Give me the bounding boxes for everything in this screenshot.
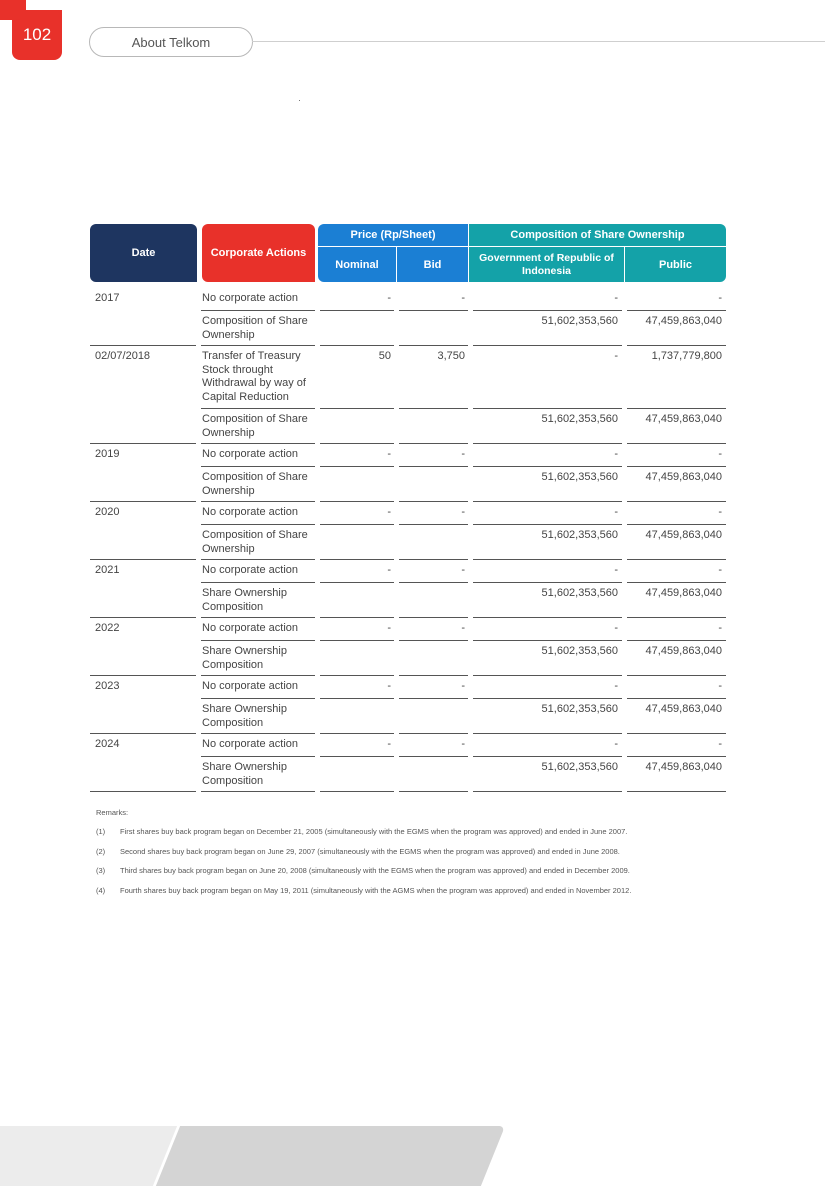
cell-bid — [399, 467, 468, 502]
footer-band-dark — [156, 1126, 505, 1186]
cell-bid — [399, 525, 468, 560]
cell-public: - — [627, 560, 726, 583]
cell-date: 2022 — [95, 622, 120, 634]
share-buyback-table — [90, 288, 726, 792]
cell-nominal — [320, 757, 394, 792]
header-government: Government of Republic of Indonesia — [469, 247, 624, 282]
table-row — [90, 618, 726, 641]
header-price: Price (Rp/Sheet) — [318, 224, 468, 246]
remark-item — [96, 827, 627, 836]
cell-date: 02/07/2018 — [95, 350, 151, 362]
cell-date: 2024 — [95, 738, 120, 750]
cell-bid — [399, 699, 468, 734]
remark-text: Second shares buy back program began on June 29, 2007 (simultaneously with the EGMS when the program was approved) and ended in June 2008. — [120, 846, 620, 856]
remark-item — [96, 866, 630, 875]
table-row — [90, 560, 726, 583]
header-nominal: Nominal — [318, 247, 396, 282]
cell-government: 51,602,353,560 — [473, 583, 622, 618]
section-tab[interactable]: About Telkom — [89, 27, 253, 57]
cell-date — [90, 409, 196, 444]
cell-action: Share Ownership Composition — [201, 757, 315, 792]
footer-band-light — [0, 1126, 177, 1186]
cell-bid: 3,750 — [399, 346, 468, 409]
cell-action: No corporate action — [201, 288, 315, 311]
remark-item — [96, 847, 620, 856]
cell-government: - — [473, 288, 622, 311]
cell-date — [90, 311, 196, 346]
cell-public: - — [627, 618, 726, 641]
cell-bid — [399, 583, 468, 618]
cell-date — [90, 699, 196, 734]
cell-action: Share Ownership Composition — [201, 641, 315, 676]
cell-action: Composition of Share Ownership — [201, 467, 315, 502]
table-row — [90, 676, 726, 699]
cell-action: Transfer of Treasury Stock throught Withdrawal by way of Capital Reduction — [201, 346, 315, 409]
cell-bid: - — [399, 444, 468, 467]
header-bid: Bid — [397, 247, 468, 282]
cell-bid — [399, 757, 468, 792]
header-public: Public — [625, 247, 726, 282]
cell-nominal: - — [320, 560, 394, 583]
cell-public: 47,459,863,040 — [627, 525, 726, 560]
cell-government: 51,602,353,560 — [473, 525, 622, 560]
cell-action: No corporate action — [201, 560, 315, 583]
remark-number: (4) — [96, 885, 106, 895]
cell-action: No corporate action — [201, 444, 315, 467]
header-divider — [252, 41, 825, 42]
cell-bid: - — [399, 676, 468, 699]
cell-government: - — [473, 560, 622, 583]
cell-bid — [399, 311, 468, 346]
cell-action: No corporate action — [201, 734, 315, 757]
page-number: 102 — [12, 10, 62, 60]
cell-public: - — [627, 734, 726, 757]
remark-text: Fourth shares buy back program began on May 19, 2011 (simultaneously with the AGMS when the program was approved) and ended in November 2012. — [120, 885, 632, 895]
cell-nominal — [320, 525, 394, 560]
cell-date — [90, 583, 196, 618]
cell-government: 51,602,353,560 — [473, 641, 622, 676]
stray-dot — [299, 100, 300, 101]
header-corporate-actions: Corporate Actions — [202, 224, 315, 282]
table-row — [90, 502, 726, 525]
cell-action: Composition of Share Ownership — [201, 525, 315, 560]
header-composition: Composition of Share Ownership — [469, 224, 726, 246]
cell-nominal: - — [320, 502, 394, 525]
table-row — [90, 757, 726, 792]
cell-bid: - — [399, 734, 468, 757]
cell-nominal — [320, 409, 394, 444]
cell-action: Share Ownership Composition — [201, 583, 315, 618]
cell-bid: - — [399, 288, 468, 311]
remarks-title: Remarks: — [96, 808, 129, 817]
cell-action: Share Ownership Composition — [201, 699, 315, 734]
cell-public: - — [627, 288, 726, 311]
cell-public: 47,459,863,040 — [627, 467, 726, 502]
table-row — [90, 699, 726, 734]
remark-number: (3) — [96, 866, 106, 875]
cell-public: 47,459,863,040 — [627, 757, 726, 792]
cell-public: 47,459,863,040 — [627, 583, 726, 618]
cell-action: No corporate action — [201, 618, 315, 641]
table-row — [90, 525, 726, 560]
cell-date: 2021 — [95, 564, 120, 576]
cell-nominal: 50 — [320, 346, 394, 409]
table-row — [90, 409, 726, 444]
table-row — [90, 583, 726, 618]
cell-action: Composition of Share Ownership — [201, 409, 315, 444]
cell-government: 51,602,353,560 — [473, 757, 622, 792]
remark-text: First shares buy back program began on December 21, 2005 (simultaneously with the EGMS when the program was approved) and ended in June 2007. — [120, 827, 628, 836]
cell-public: 47,459,863,040 — [627, 311, 726, 346]
cell-date — [90, 467, 196, 502]
cell-nominal — [320, 699, 394, 734]
table-row — [90, 288, 726, 311]
cell-public: 1,737,779,800 — [627, 346, 726, 409]
cell-action: No corporate action — [201, 676, 315, 699]
cell-public: 47,459,863,040 — [627, 699, 726, 734]
remark-number: (1) — [96, 827, 106, 836]
cell-date: 2023 — [95, 680, 120, 692]
cell-nominal — [320, 641, 394, 676]
cell-public: - — [627, 676, 726, 699]
remark-text: Third shares buy back program began on June 20, 2008 (simultaneously with the EGMS when the program was approved) and ended in December 2009. — [120, 866, 630, 875]
cell-date — [90, 641, 196, 676]
cell-government: - — [473, 618, 622, 641]
cell-bid: - — [399, 502, 468, 525]
cell-date: 2019 — [95, 448, 120, 460]
cell-nominal: - — [320, 444, 394, 467]
cell-government: 51,602,353,560 — [473, 409, 622, 444]
cell-action: No corporate action — [201, 502, 315, 525]
cell-bid: - — [399, 560, 468, 583]
cell-bid: - — [399, 618, 468, 641]
cell-public: - — [627, 502, 726, 525]
cell-bid — [399, 409, 468, 444]
cell-government: 51,602,353,560 — [473, 467, 622, 502]
cell-date: 2017 — [95, 292, 120, 304]
cell-public: - — [627, 444, 726, 467]
cell-nominal: - — [320, 734, 394, 757]
cell-nominal — [320, 467, 394, 502]
cell-date — [90, 525, 196, 560]
cell-action: Composition of Share Ownership — [201, 311, 315, 346]
cell-date: 2020 — [95, 506, 120, 518]
cell-nominal — [320, 311, 394, 346]
cell-government: 51,602,353,560 — [473, 311, 622, 346]
cell-public: 47,459,863,040 — [627, 409, 726, 444]
table-row — [90, 311, 726, 346]
header-date: Date — [90, 224, 197, 282]
cell-government: - — [473, 734, 622, 757]
remark-number: (2) — [96, 846, 106, 856]
cell-nominal: - — [320, 288, 394, 311]
table-row — [90, 346, 726, 409]
table-row — [90, 734, 726, 757]
cell-government: - — [473, 346, 622, 409]
remark-item — [96, 886, 631, 895]
cell-government: - — [473, 676, 622, 699]
cell-nominal: - — [320, 676, 394, 699]
table-row — [90, 641, 726, 676]
cell-date — [90, 757, 196, 792]
cell-government: 51,602,353,560 — [473, 699, 622, 734]
cell-government: - — [473, 502, 622, 525]
cell-bid — [399, 641, 468, 676]
cell-nominal — [320, 583, 394, 618]
cell-nominal: - — [320, 618, 394, 641]
cell-government: - — [473, 444, 622, 467]
table-row — [90, 444, 726, 467]
cell-public: 47,459,863,040 — [627, 641, 726, 676]
table-row — [90, 467, 726, 502]
